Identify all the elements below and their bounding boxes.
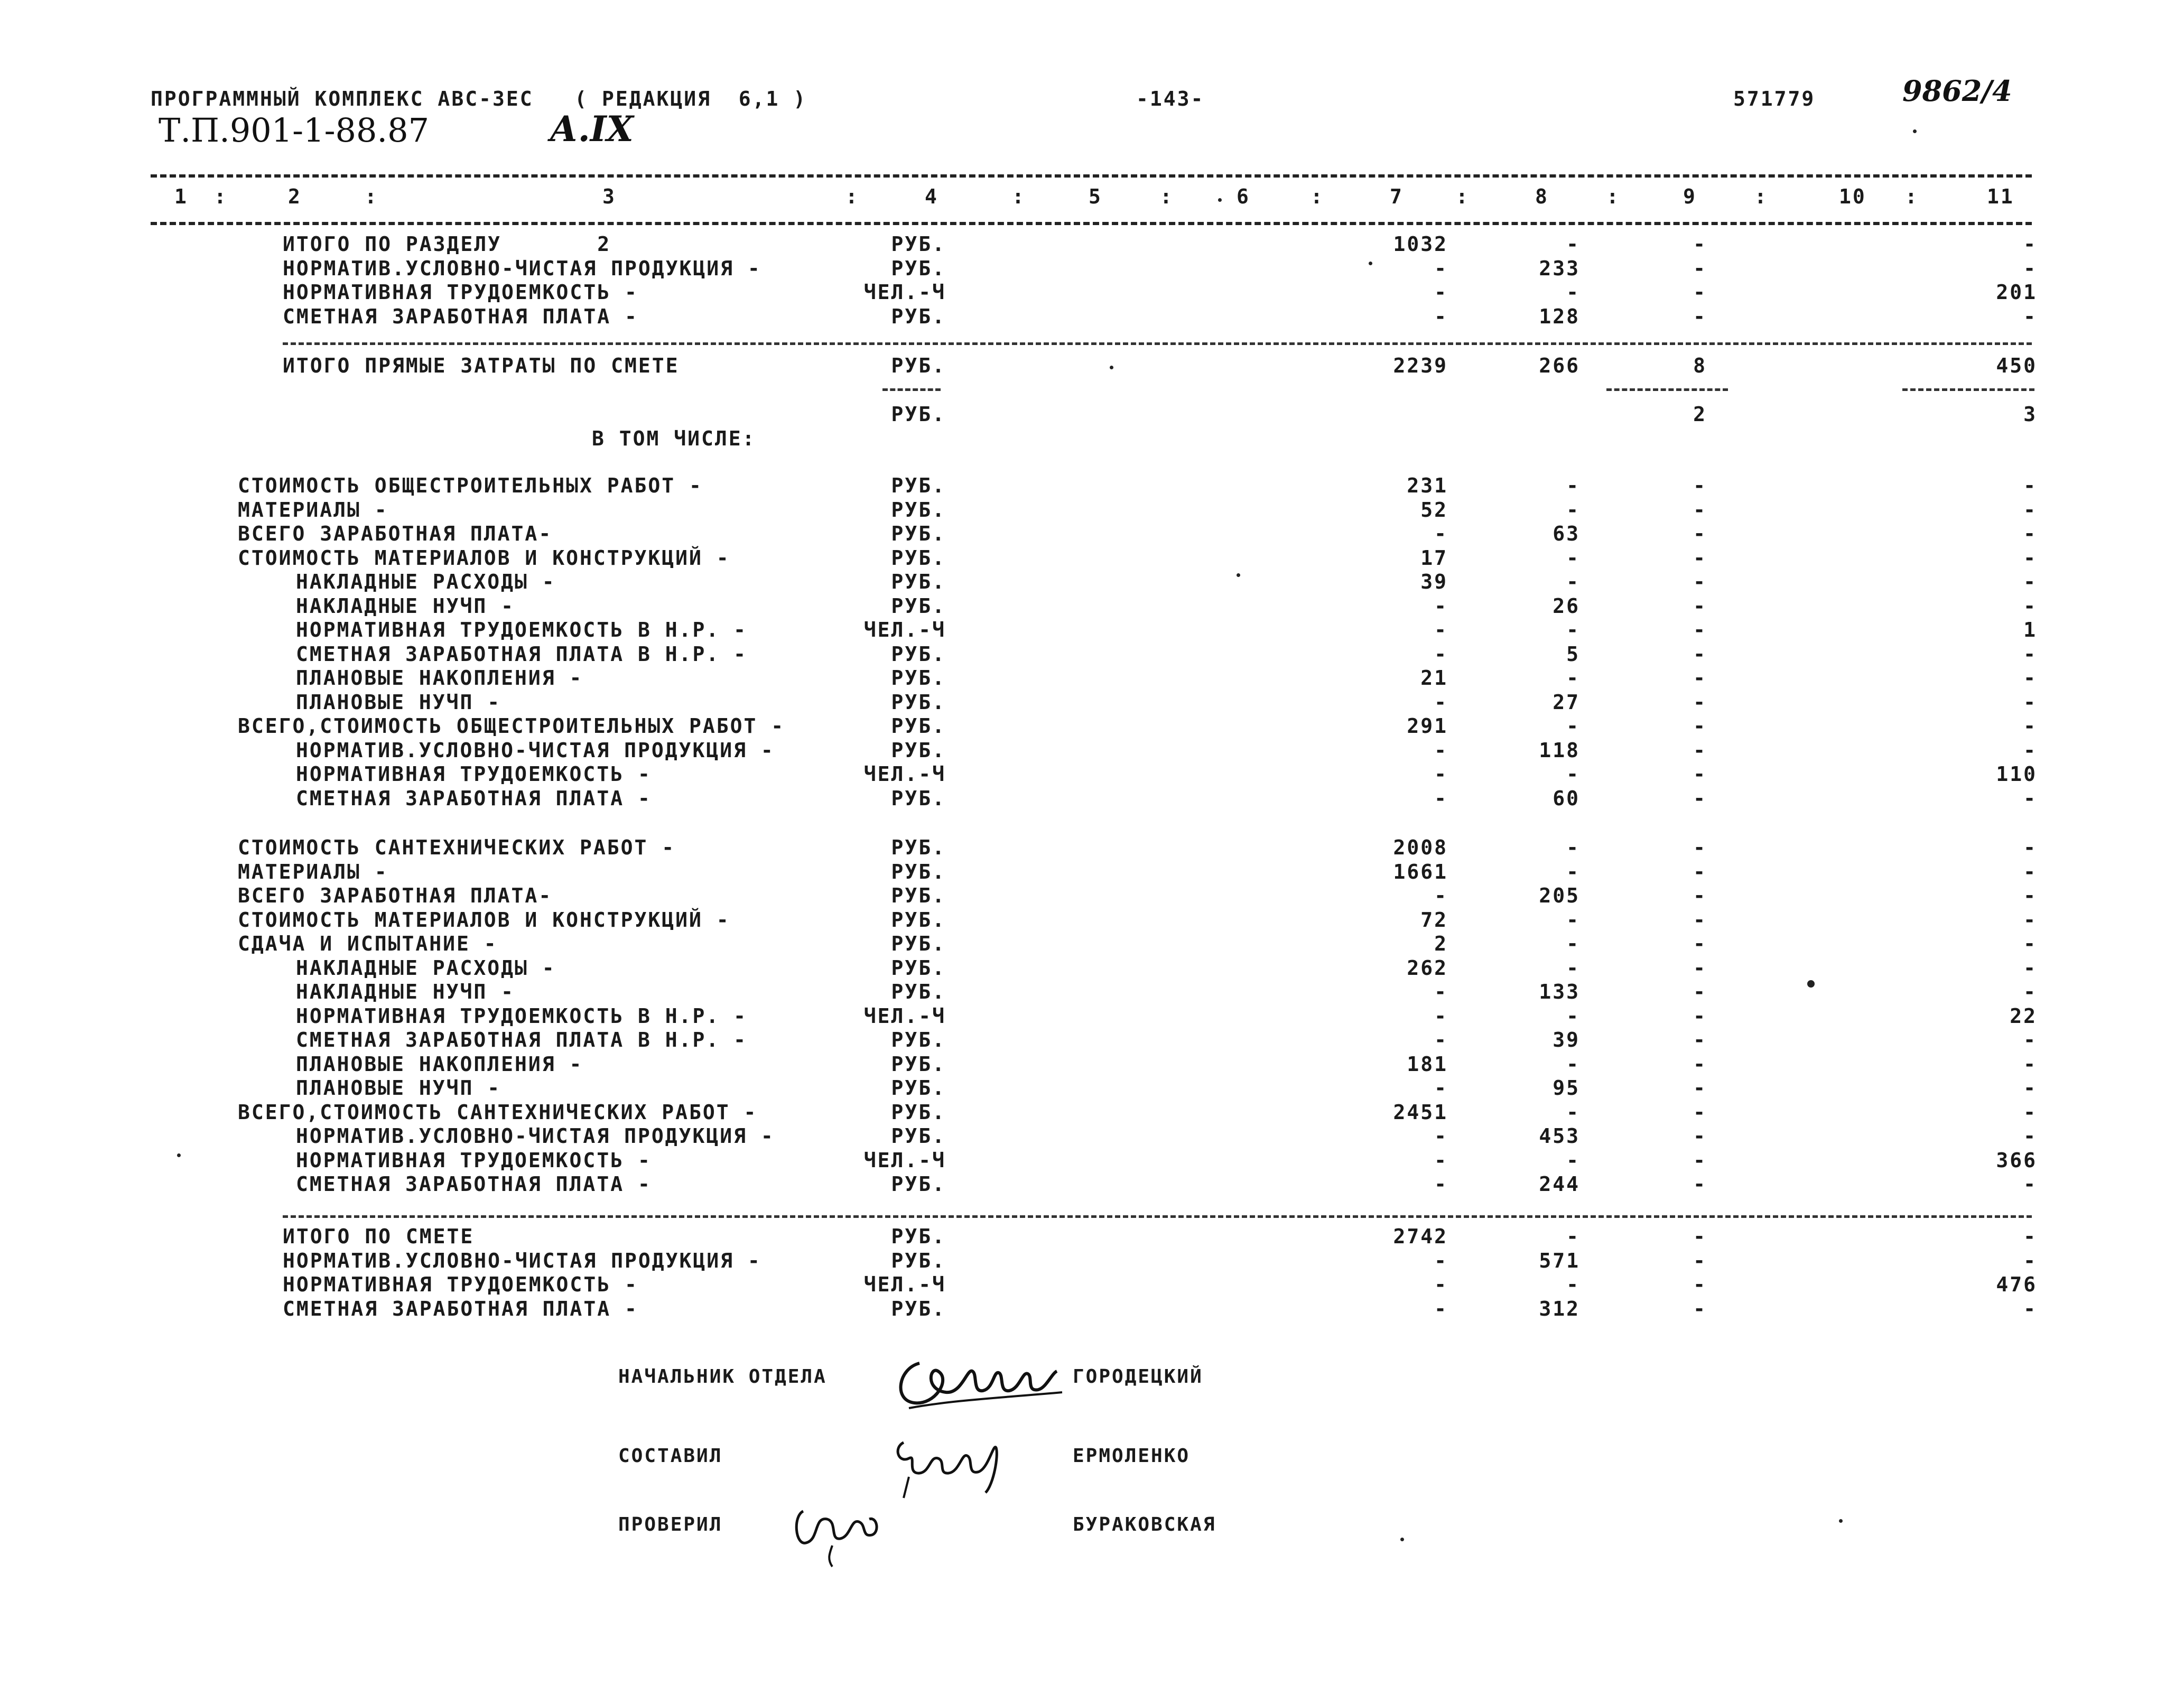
column-11-value: -: [2023, 1052, 2037, 1076]
unit-cell: РУБ.: [891, 786, 946, 810]
column-11-value: -: [2023, 642, 2037, 666]
column-7-value: -: [1434, 980, 1448, 1003]
column-7-value: -: [1434, 738, 1448, 762]
column-8-value: -: [1566, 932, 1580, 955]
row-label: НОРМАТИВ.УСЛОВНО-ЧИСТАЯ ПРОДУКЦИЯ -: [283, 1249, 761, 1272]
column-8-value: -: [1566, 281, 1580, 304]
unit-cell: РУБ.: [891, 642, 946, 666]
column-11-value: -: [2023, 980, 2037, 1003]
row-label: НОРМАТИВНАЯ ТРУДОЕМКОСТЬ -: [283, 1273, 638, 1296]
column-8-value: 26: [1553, 594, 1580, 618]
column-9-value: -: [1693, 1076, 1707, 1100]
column-9-value: -: [1693, 1100, 1707, 1124]
row-label: СМЕТНАЯ ЗАРАБОТНАЯ ПЛАТА В Н.Р. -: [296, 642, 747, 666]
column-header: 9: [1683, 185, 1697, 208]
column-11-value: -: [2023, 256, 2037, 280]
column-header: 5: [1089, 185, 1102, 208]
unit-underline: [882, 388, 941, 391]
column-7-value: -: [1434, 1172, 1448, 1196]
column-11-value: -: [2023, 956, 2037, 980]
column-11-value: -: [2023, 1028, 2037, 1051]
column-7-value: 52: [1420, 498, 1448, 522]
column-11-value: -: [2023, 304, 2037, 328]
unit-cell: ЧЕЛ.-Ч: [863, 1148, 946, 1172]
column-11-value: -: [2023, 1076, 2037, 1100]
unit-cell: РУБ.: [891, 354, 946, 377]
column-7-value: -: [1434, 1249, 1448, 1272]
column-9-value: 8: [1693, 354, 1707, 377]
column-9-value: -: [1693, 232, 1707, 256]
value-underline: [1902, 388, 2034, 391]
row-label: НАКЛАДНЫЕ РАСХОДЫ -: [296, 956, 556, 980]
column-7-value: 39: [1420, 570, 1448, 593]
column-8-value: -: [1566, 474, 1580, 497]
column-separator: :: [214, 185, 228, 208]
column-11-value: 476: [1996, 1273, 2037, 1296]
column-11-value: 1: [2023, 618, 2037, 641]
column-8-value: 453: [1539, 1124, 1580, 1148]
signature-name: ГОРОДЕЦКИЙ: [1073, 1366, 1203, 1388]
column-11-value: -: [2023, 546, 2037, 570]
column-8-value: -: [1566, 908, 1580, 932]
column-11-value: -: [2023, 738, 2037, 762]
unit-cell: РУБ.: [891, 714, 946, 738]
column-9-value: -: [1693, 281, 1707, 304]
row-label: НОРМАТИВНАЯ ТРУДОЕМКОСТЬ -: [296, 1148, 652, 1172]
column-7-value: -: [1434, 884, 1448, 907]
column-header: 1: [174, 185, 188, 208]
column-7-value: -: [1434, 1028, 1448, 1051]
column-11-value: 110: [1996, 762, 2037, 786]
column-9-value: -: [1693, 908, 1707, 932]
column-header: 11: [1987, 185, 2014, 208]
column-9-value: -: [1693, 666, 1707, 690]
row-label: ИТОГО ПО РАЗДЕЛУ 2: [283, 232, 611, 256]
column-9-value: -: [1693, 304, 1707, 328]
unit-cell: РУБ.: [891, 1225, 946, 1248]
column-7-value: 291: [1407, 714, 1448, 738]
column-7-value: 72: [1420, 908, 1448, 932]
row-label: СТОИМОСТЬ МАТЕРИАЛОВ И КОНСТРУКЦИЙ -: [238, 908, 730, 932]
column-7-value: -: [1434, 304, 1448, 328]
column-9-value: -: [1693, 738, 1707, 762]
column-8-value: 128: [1539, 304, 1580, 328]
unit-cell: РУБ.: [891, 1124, 946, 1148]
column-7-value: 17: [1420, 546, 1448, 570]
column-8-value: 244: [1539, 1172, 1580, 1196]
column-7-value: 2742: [1393, 1225, 1448, 1248]
signature-role: НАЧАЛЬНИК ОТДЕЛА: [618, 1366, 827, 1388]
column-7-value: 262: [1407, 956, 1448, 980]
column-8-value: 60: [1553, 786, 1580, 810]
column-9-value: -: [1693, 618, 1707, 641]
unit-cell: РУБ.: [891, 666, 946, 690]
unit-cell: РУБ.: [891, 256, 946, 280]
section-divider: [283, 342, 2032, 345]
column-9-value: -: [1693, 956, 1707, 980]
row-label: СМЕТНАЯ ЗАРАБОТНАЯ ПЛАТА -: [283, 304, 638, 328]
unit-cell: ЧЕЛ.-Ч: [863, 1004, 946, 1028]
column-7-value: -: [1434, 1004, 1448, 1028]
column-9-value: -: [1693, 522, 1707, 545]
column-7-value: -: [1434, 1297, 1448, 1320]
unit-cell: РУБ.: [891, 1076, 946, 1100]
row-label: ПЛАНОВЫЕ НУЧП -: [296, 1076, 501, 1100]
column-separator: :: [845, 185, 859, 208]
column-9-value: -: [1693, 836, 1707, 859]
row-label: НОРМАТИВ.УСЛОВНО-ЧИСТАЯ ПРОДУКЦИЯ -: [283, 256, 761, 280]
column-8-value: -: [1566, 232, 1580, 256]
column-8-value: -: [1566, 618, 1580, 641]
sheet-reference: 9862/4: [1902, 74, 2012, 108]
unit-cell: РУБ.: [891, 474, 946, 497]
column-9-value: -: [1693, 1124, 1707, 1148]
handwritten-signature: [888, 1427, 1015, 1501]
column-11-value: -: [2023, 522, 2037, 545]
column-11-value: -: [2023, 474, 2037, 497]
unit-cell: РУБ.: [891, 1249, 946, 1272]
row-label: СМЕТНАЯ ЗАРАБОТНАЯ ПЛАТА -: [296, 786, 652, 810]
unit-cell: РУБ.: [891, 522, 946, 545]
column-11-value: -: [2023, 860, 2037, 883]
column-11-value: 366: [1996, 1148, 2037, 1172]
column-7-value: 231: [1407, 474, 1448, 497]
row-label: СМЕТНАЯ ЗАРАБОТНАЯ ПЛАТА -: [283, 1297, 638, 1320]
row-label: НОРМАТИВ.УСЛОВНО-ЧИСТАЯ ПРОДУКЦИЯ -: [296, 738, 775, 762]
unit-cell: РУБ.: [891, 738, 946, 762]
column-7-value: -: [1434, 281, 1448, 304]
column-11-value: -: [2023, 932, 2037, 955]
column-11-value: -: [2023, 786, 2037, 810]
column-8-value: -: [1566, 1052, 1580, 1076]
column-9-value: -: [1693, 498, 1707, 522]
column-11-value: -: [2023, 908, 2037, 932]
column-9-value: -: [1693, 786, 1707, 810]
column-header: 4: [925, 185, 938, 208]
column-7-value: 2239: [1393, 354, 1448, 377]
column-7-value: -: [1434, 1273, 1448, 1296]
column-8-value: -: [1566, 956, 1580, 980]
column-separator: :: [1754, 185, 1768, 208]
row-label: НАКЛАДНЫЕ РАСХОДЫ -: [296, 570, 556, 593]
column-11-value: -: [2023, 1225, 2037, 1248]
including-label: В ТОМ ЧИСЛЕ:: [592, 427, 756, 450]
unit-cell: РУБ.: [891, 980, 946, 1003]
column-9-value: -: [1693, 1148, 1707, 1172]
column-7-value: 1032: [1393, 232, 1448, 256]
column-header: 6: [1237, 185, 1250, 208]
unit-cell: РУБ.: [891, 1297, 946, 1320]
column-8-value: -: [1566, 498, 1580, 522]
row-label: ПЛАНОВЫЕ НАКОПЛЕНИЯ -: [296, 1052, 583, 1076]
unit-cell: РУБ.: [891, 304, 946, 328]
signature-name: ЕРМОЛЕНКО: [1073, 1445, 1191, 1467]
column-7-value: -: [1434, 618, 1448, 641]
column-8-value: 205: [1539, 884, 1580, 907]
column-8-value: -: [1566, 1148, 1580, 1172]
column-9-value: -: [1693, 932, 1707, 955]
column-9-value: -: [1693, 546, 1707, 570]
row-label: СМЕТНАЯ ЗАРАБОТНАЯ ПЛАТА -: [296, 1172, 652, 1196]
unit-cell: ЧЕЛ.-Ч: [863, 281, 946, 304]
table-header-rule: [151, 222, 2032, 225]
column-7-value: -: [1434, 1124, 1448, 1148]
column-9-value: -: [1693, 690, 1707, 714]
column-9-value: -: [1693, 570, 1707, 593]
column-separator: :: [1905, 185, 1919, 208]
unit-cell: РУБ.: [891, 1052, 946, 1076]
column-9-value: -: [1693, 1297, 1707, 1320]
column-7-value: -: [1434, 522, 1448, 545]
column-8-value: -: [1566, 1100, 1580, 1124]
column-8-value: 266: [1539, 354, 1580, 377]
row-label: НОРМАТИВНАЯ ТРУДОЕМКОСТЬ В Н.Р. -: [296, 618, 747, 641]
column-9-value: -: [1693, 1249, 1707, 1272]
column-9-value: -: [1693, 1225, 1707, 1248]
column-8-value: -: [1566, 762, 1580, 786]
column-7-value: -: [1434, 642, 1448, 666]
column-8-value: 27: [1553, 690, 1580, 714]
row-label: СДАЧА И ИСПЫТАНИЕ -: [238, 932, 498, 955]
column-header: 7: [1390, 185, 1404, 208]
column-7-value: 181: [1407, 1052, 1448, 1076]
column-11-value: -: [2023, 594, 2037, 618]
column-9-value: -: [1693, 1172, 1707, 1196]
column-11-value: -: [2023, 836, 2037, 859]
column-11-value: -: [2023, 232, 2037, 256]
unit-cell: РУБ.: [891, 1172, 946, 1196]
unit-cell: РУБ.: [891, 884, 946, 907]
unit-cell: РУБ.: [891, 594, 946, 618]
row-label: МАТЕРИАЛЫ -: [238, 860, 388, 883]
column-header: 3: [602, 185, 616, 208]
row-label: НОРМАТИВ.УСЛОВНО-ЧИСТАЯ ПРОДУКЦИЯ -: [296, 1124, 775, 1148]
row-label: СТОИМОСТЬ САНТЕХНИЧЕСКИХ РАБОТ -: [238, 836, 676, 859]
unit-cell: РУБ.: [891, 1028, 946, 1051]
column-8-value: 233: [1539, 256, 1580, 280]
row-label: СТОИМОСТЬ МАТЕРИАЛОВ И КОНСТРУКЦИЙ -: [238, 546, 730, 570]
row-label: ИТОГО ПРЯМЫЕ ЗАТРАТЫ ПО СМЕТЕ: [283, 354, 680, 377]
unit-cell: РУБ.: [891, 570, 946, 593]
column-9-value: -: [1693, 642, 1707, 666]
unit-cell: РУБ.: [891, 546, 946, 570]
column-11-value: -: [2023, 498, 2037, 522]
unit-cell: РУБ.: [891, 498, 946, 522]
value-underline: [1606, 388, 1728, 391]
column-8-value: 39: [1553, 1028, 1580, 1051]
column-11-value: -: [2023, 1249, 2037, 1272]
column-11-value: 22: [2010, 1004, 2037, 1028]
unit-cell: РУБ.: [891, 908, 946, 932]
row-label: НОРМАТИВНАЯ ТРУДОЕМКОСТЬ -: [283, 281, 638, 304]
column-8-value: 5: [1566, 642, 1580, 666]
column-8-value: 312: [1539, 1297, 1580, 1320]
column-separator: :: [365, 185, 378, 208]
unit-cell: ЧЕЛ.-Ч: [863, 762, 946, 786]
column-separator: :: [1012, 185, 1026, 208]
unit-cell: РУБ.: [891, 860, 946, 883]
signature-name: БУРАКОВСКАЯ: [1073, 1514, 1216, 1535]
column-7-value: -: [1434, 1076, 1448, 1100]
column-9-value: -: [1693, 474, 1707, 497]
column-7-value: -: [1434, 762, 1448, 786]
column-header: 10: [1839, 185, 1866, 208]
document-code: 571779: [1733, 87, 1816, 110]
column-7-value: 2451: [1393, 1100, 1448, 1124]
column-11-value: -: [2023, 1100, 2037, 1124]
column-8-value: -: [1566, 1273, 1580, 1296]
column-8-value: 571: [1539, 1249, 1580, 1272]
row-label: ПЛАНОВЫЕ НАКОПЛЕНИЯ -: [296, 666, 583, 690]
row-label: ВСЕГО,СТОИМОСТЬ ОБЩЕСТРОИТЕЛЬНЫХ РАБОТ -: [238, 714, 785, 738]
row-label: ПЛАНОВЫЕ НУЧП -: [296, 690, 501, 714]
column-8-value: 118: [1539, 738, 1580, 762]
row-label: НАКЛАДНЫЕ НУЧП -: [296, 594, 515, 618]
column-separator: :: [1606, 185, 1620, 208]
section-divider: [283, 1215, 2032, 1218]
column-11-value: -: [2023, 714, 2037, 738]
column-9-value: -: [1693, 594, 1707, 618]
unit-cell: РУБ.: [891, 403, 946, 426]
column-11-value: 450: [1996, 354, 2037, 377]
column-8-value: 63: [1553, 522, 1580, 545]
column-7-value: -: [1434, 594, 1448, 618]
column-7-value: 21: [1420, 666, 1448, 690]
unit-cell: РУБ.: [891, 932, 946, 955]
column-7-value: 1661: [1393, 860, 1448, 883]
column-8-value: -: [1566, 1225, 1580, 1248]
row-label: МАТЕРИАЛЫ -: [238, 498, 388, 522]
column-8-value: -: [1566, 714, 1580, 738]
album-number: А.IX: [550, 108, 634, 150]
row-label: ВСЕГО ЗАРАБОТНАЯ ПЛАТА-: [238, 884, 553, 907]
column-9-value: -: [1693, 1028, 1707, 1051]
signature-role: ПРОВЕРИЛ: [618, 1514, 723, 1535]
column-header: 2: [288, 185, 302, 208]
column-8-value: -: [1566, 570, 1580, 593]
row-label: НОРМАТИВНАЯ ТРУДОЕМКОСТЬ -: [296, 762, 652, 786]
column-7-value: -: [1434, 786, 1448, 810]
row-label: ИТОГО ПО СМЕТЕ: [283, 1225, 475, 1248]
unit-cell: РУБ.: [891, 690, 946, 714]
column-9-value: -: [1693, 860, 1707, 883]
row-label: НОРМАТИВНАЯ ТРУДОЕМКОСТЬ В Н.Р. -: [296, 1004, 747, 1028]
column-7-value: -: [1434, 256, 1448, 280]
column-7-value: -: [1434, 690, 1448, 714]
row-label: ВСЕГО,СТОИМОСТЬ САНТЕХНИЧЕСКИХ РАБОТ -: [238, 1100, 758, 1124]
unit-cell: ЧЕЛ.-Ч: [863, 618, 946, 641]
column-11-value: -: [2023, 1297, 2037, 1320]
column-11-value: 201: [1996, 281, 2037, 304]
column-9-value: -: [1693, 256, 1707, 280]
project-code: Т.П.901-1-88.87: [159, 111, 430, 150]
column-11-value: -: [2023, 1124, 2037, 1148]
column-8-value: 133: [1539, 980, 1580, 1003]
row-label: ВСЕГО ЗАРАБОТНАЯ ПЛАТА-: [238, 522, 553, 545]
column-11-value: -: [2023, 690, 2037, 714]
table-top-rule: [151, 174, 2032, 178]
page-number: -143-: [1136, 87, 1205, 110]
column-header: 8: [1535, 185, 1549, 208]
row-label: СТОИМОСТЬ ОБЩЕСТРОИТЕЛЬНЫХ РАБОТ -: [238, 474, 703, 497]
row-label: НАКЛАДНЫЕ НУЧП -: [296, 980, 515, 1003]
signature-role: СОСТАВИЛ: [618, 1445, 723, 1467]
column-separator: :: [1160, 185, 1174, 208]
column-8-value: 95: [1553, 1076, 1580, 1100]
unit-cell: РУБ.: [891, 956, 946, 980]
column-9-value: -: [1693, 1052, 1707, 1076]
column-8-value: -: [1566, 860, 1580, 883]
column-9-value: -: [1693, 980, 1707, 1003]
column-7-value: -: [1434, 1148, 1448, 1172]
column-7-value: 2: [1434, 932, 1448, 955]
column-8-value: -: [1566, 546, 1580, 570]
column-8-value: -: [1566, 666, 1580, 690]
column-11-value: 3: [2023, 403, 2037, 426]
unit-cell: РУБ.: [891, 1100, 946, 1124]
column-9-value: 2: [1693, 403, 1707, 426]
column-8-value: -: [1566, 836, 1580, 859]
unit-cell: РУБ.: [891, 836, 946, 859]
column-9-value: -: [1693, 714, 1707, 738]
row-label: СМЕТНАЯ ЗАРАБОТНАЯ ПЛАТА В Н.Р. -: [296, 1028, 747, 1051]
unit-cell: РУБ.: [891, 232, 946, 256]
column-separator: :: [1311, 185, 1324, 208]
column-11-value: -: [2023, 884, 2037, 907]
handwritten-signature: [888, 1342, 1067, 1416]
column-separator: :: [1456, 185, 1470, 208]
column-9-value: -: [1693, 762, 1707, 786]
unit-cell: ЧЕЛ.-Ч: [863, 1273, 946, 1296]
handwritten-signature: [782, 1495, 898, 1569]
column-11-value: -: [2023, 666, 2037, 690]
column-9-value: -: [1693, 1004, 1707, 1028]
column-9-value: -: [1693, 884, 1707, 907]
column-11-value: -: [2023, 1172, 2037, 1196]
program-header: ПРОГРАММНЫЙ КОМПЛЕКС АВС-3ЕС ( РЕДАКЦИЯ 6,1 ): [151, 87, 807, 110]
column-7-value: 2008: [1393, 836, 1448, 859]
column-9-value: -: [1693, 1273, 1707, 1296]
column-11-value: -: [2023, 570, 2037, 593]
column-8-value: -: [1566, 1004, 1580, 1028]
